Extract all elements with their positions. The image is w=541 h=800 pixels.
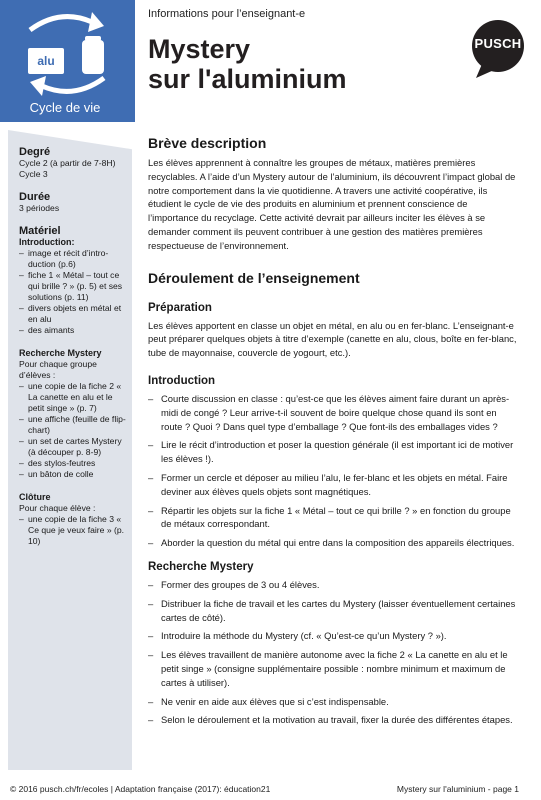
list-item: – fiche 1 « Métal – tout ce qui brille ? » (p. 5) et ses solutions (p. 11) bbox=[19, 270, 127, 303]
title-line-2: sur l'aluminium bbox=[148, 64, 347, 94]
degre-line: Cycle 2 (à partir de 7-8H) bbox=[19, 158, 116, 168]
breve-text: Les élèves apprennent à connaître les groupes de métaux, matières premières recyclables. A l’aide d’un Mystery autour de l’aluminium, ils découvrent l’impact global de notre comportement dans la vie quotidienne. A travers une activité coopérative, ils étudient le cycle de vie des produits en aluminium et prennent conscience de l’importance du recyclage. Cette activité devrait par ailleurs inciter les élèves à se demander comment ils peuvent contribuer à une gestion des matières premières respectueuse de l’environnement. bbox=[148, 157, 516, 251]
deroulement-title: Déroulement de l’enseignement bbox=[148, 269, 360, 286]
list-item: – Les élèves travaillent de manière autonome avec la fiche 2 « La canette en alu et le petit singe » (consigne supplémentaire possible : nombre minimum et maximum de cartes à utiliser). bbox=[148, 648, 520, 689]
cloture-list bbox=[19, 514, 127, 547]
recherche-title: Recherche Mystery bbox=[19, 348, 102, 358]
preparation-title: Préparation bbox=[148, 301, 212, 314]
degre-title: Degré bbox=[19, 146, 51, 158]
pusch-brand: PUSCH bbox=[474, 36, 522, 51]
list-item: – une affiche (feuille de flip-chart) bbox=[19, 414, 127, 436]
footer-copyright: © 2016 pusch.ch/fr/ecoles | Adaptation française (2017): éducation21 bbox=[10, 784, 271, 794]
list-item: – Répartir les objets sur la fiche 1 « Métal – tout ce qui brille ? » en fonction du groupe de métaux correspondant. bbox=[148, 504, 520, 532]
lifecycle-logo bbox=[0, 0, 135, 122]
list-item: – Aborder la question du métal qui entre dans la composition des appareils électriques. bbox=[148, 536, 520, 550]
list-item: – Distribuer la fiche de travail et les cartes du Mystery (laisser éventuellement certaines cartes de côté). bbox=[148, 597, 520, 625]
list-item: – un bâton de colle bbox=[19, 469, 127, 480]
intro-title: Introduction: bbox=[19, 237, 75, 247]
breve-title: Brève description bbox=[148, 135, 267, 151]
duree-value: 3 périodes bbox=[19, 203, 60, 213]
list-item: – image et récit d’intro-duction (p.6) bbox=[19, 248, 127, 270]
cloture-title: Clôture bbox=[19, 492, 51, 502]
title-line-1: Mystery bbox=[148, 34, 251, 64]
list-item: – un set de cartes Mystery (à découper p. 8-9) bbox=[19, 436, 127, 458]
duree-title: Durée bbox=[19, 191, 51, 203]
list-item: – des stylos-feutres bbox=[19, 458, 127, 469]
logo-caption: Cycle de vie bbox=[29, 100, 101, 115]
intro-list bbox=[19, 248, 127, 336]
recherche-list bbox=[19, 381, 127, 480]
list-item: – une copie de la fiche 3 « Ce que je veux faire » (p. 10) bbox=[19, 514, 127, 547]
introduction-list bbox=[148, 392, 520, 550]
introduction-title: Introduction bbox=[148, 374, 216, 387]
list-item: – une copie de la fiche 2 « La canette en alu et le petit singe » (p. 7) bbox=[19, 381, 127, 414]
list-item: – Lire le récit d’introduction et poser la question générale (il est important ici de motiver les élèves !). bbox=[148, 438, 520, 466]
main-content bbox=[148, 134, 520, 732]
list-item: – Former un cercle et déposer au milieu l’alu, le fer-blanc et les objets en métal. Faire deviner aux élèves quels objets sont magnétiques. bbox=[148, 471, 520, 499]
page-title bbox=[148, 34, 346, 94]
cloture-lead: Pour chaque élève : bbox=[19, 503, 96, 513]
list-item: – Introduire la méthode du Mystery (cf. « Qu’est-ce qu’un Mystery ? »). bbox=[148, 629, 520, 643]
list-item: – Ne venir en aide aux élèves que si c’est indispensable. bbox=[148, 695, 520, 709]
list-item: – Selon le déroulement et la motivation au travail, fixer la durée des différentes étapes. bbox=[148, 713, 520, 727]
materiel-title: Matériel bbox=[19, 225, 61, 237]
list-item: – divers objets en métal et en alu bbox=[19, 303, 127, 325]
list-item: – Former des groupes de 3 ou 4 élèves. bbox=[148, 578, 520, 592]
footer-page: Mystery sur l'aluminium - page 1 bbox=[396, 784, 519, 794]
preparation-text: Les élèves apportent en classe un objet en métal, en alu ou en fer-blanc. L’enseignant-e peut préparer quelques objets à titre d’exemple (canette en alu, clous, boîte en fer-blanc, tube de mayonnaise, couvercle de yogourt, etc.). bbox=[148, 319, 517, 359]
recherche-section-list bbox=[148, 578, 520, 727]
can-icon bbox=[82, 40, 104, 74]
audience-label: Informations pour l’enseignant-e bbox=[148, 8, 306, 20]
list-item: – Courte discussion en classe : qu’est-ce que les élèves aiment faire durant un après-midi de congé ? Leur arrive-t-il souvent de boire quelque chose quand ils sont en route ? Quoi ? Dans quel type d’emballage ? Que font-ils des emballages vides ? bbox=[148, 392, 520, 433]
list-item: – des aimants bbox=[19, 325, 127, 336]
degre-line: Cycle 3 bbox=[19, 169, 48, 179]
sidebar bbox=[19, 147, 127, 547]
alu-label: alu bbox=[37, 54, 55, 68]
recherche-section-title: Recherche Mystery bbox=[148, 560, 254, 573]
recherche-lead: Pour chaque groupe d’élèves : bbox=[19, 359, 97, 380]
